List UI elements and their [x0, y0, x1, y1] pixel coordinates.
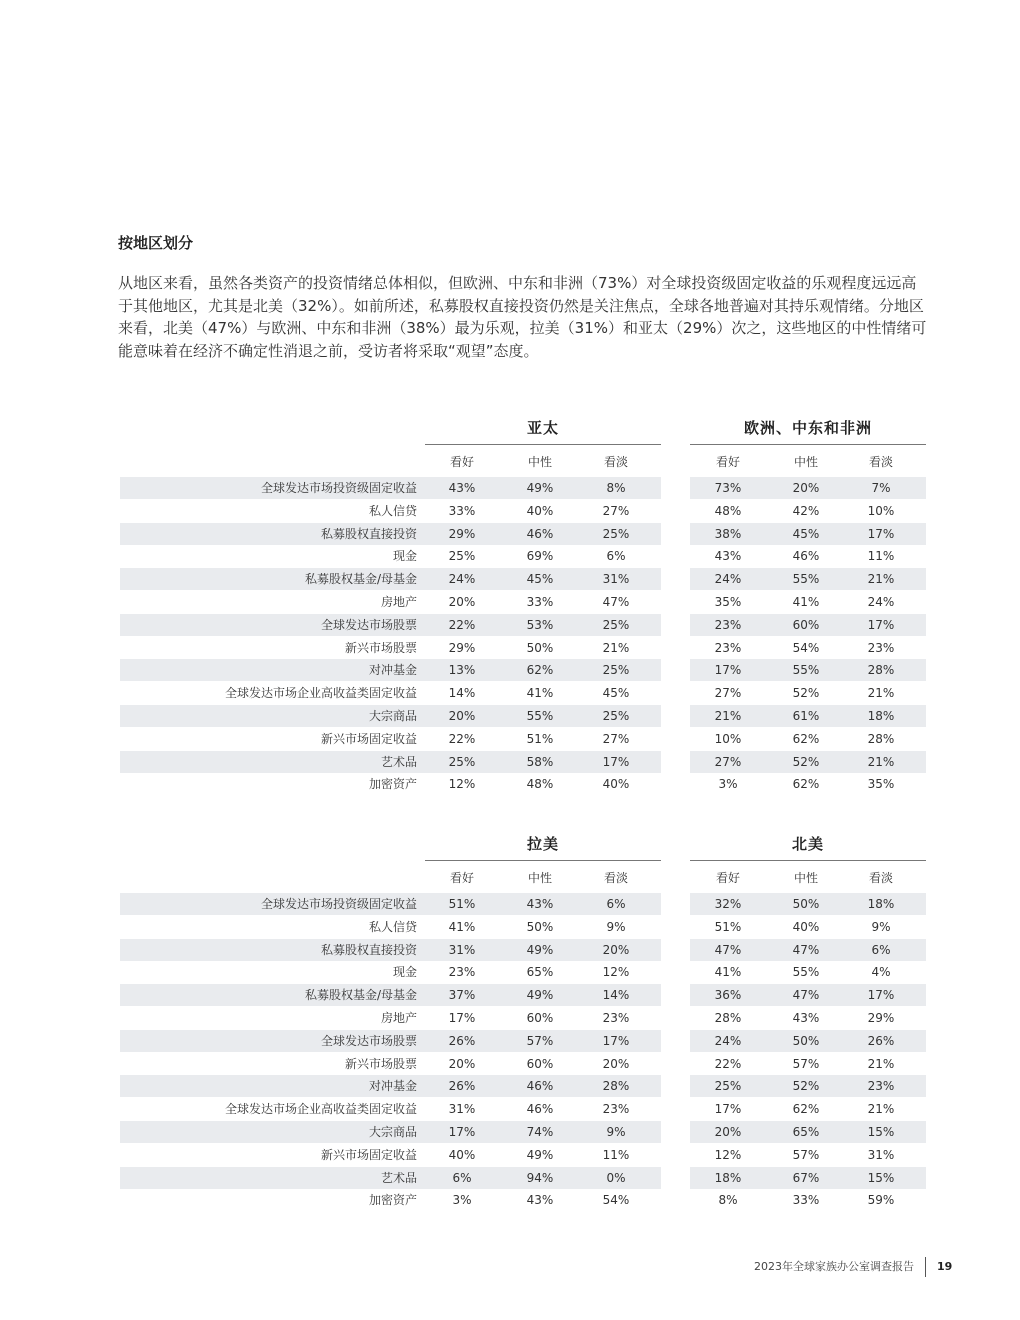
table-cell: 24%	[714, 572, 742, 587]
table-cell: 21%	[714, 709, 742, 723]
table-cell: 6%	[606, 897, 626, 911]
table-cell: 20%	[602, 1056, 630, 1071]
table-cell: 21%	[867, 572, 895, 587]
table-cell: 94%	[526, 1170, 554, 1185]
table-cell: 31%	[448, 942, 476, 957]
table-cell: 17%	[867, 526, 895, 541]
table-cell: 55%	[792, 663, 820, 678]
asset-label: 私募股权直接投资	[320, 526, 417, 541]
table-cell: 9%	[871, 919, 891, 934]
asset-label: 艺术品	[380, 754, 417, 769]
region-title: 欧洲、中东和非洲	[743, 419, 872, 437]
table-cell: 46%	[526, 526, 554, 541]
table-cell: 55%	[792, 572, 820, 587]
table-cell: 20%	[792, 481, 820, 495]
table-cell: 45%	[602, 686, 630, 701]
table-cell: 31%	[867, 1147, 895, 1162]
table-cell: 17%	[867, 988, 895, 1003]
table-cell: 47%	[714, 942, 742, 957]
table-row	[0, 1053, 1020, 1075]
table-cell: 20%	[714, 1125, 742, 1139]
table-cell: 59%	[867, 1193, 895, 1208]
table-cell: 54%	[602, 1193, 630, 1208]
table-cell: 58%	[526, 754, 554, 769]
table-cell: 62%	[792, 1102, 820, 1117]
table-cell: 41%	[714, 965, 742, 980]
table-cell: 57%	[792, 1056, 820, 1071]
table-cell: 12%	[602, 965, 630, 980]
table-cell: 24%	[867, 595, 895, 609]
table-cell: 29%	[867, 1011, 895, 1025]
column-header: 看好	[715, 455, 740, 469]
table-cell: 55%	[526, 709, 554, 723]
table-cell: 74%	[526, 1125, 554, 1139]
table-cell: 25%	[602, 617, 630, 632]
table-cell: 17%	[448, 1125, 476, 1139]
column-header: 看淡	[868, 871, 893, 885]
table-row	[0, 728, 1020, 750]
table-cell: 22%	[714, 1056, 742, 1071]
table-cell: 26%	[448, 1033, 476, 1048]
table-row	[0, 893, 1020, 915]
table-cell: 42%	[792, 503, 820, 518]
table-row	[0, 1167, 1020, 1189]
asset-label: 全球发达市场投资级固定收益	[260, 897, 417, 911]
table-cell: 55%	[792, 965, 820, 980]
table-cell: 27%	[602, 731, 630, 746]
table-cell: 52%	[792, 686, 820, 701]
table-cell: 23%	[867, 1079, 895, 1094]
table-cell: 22%	[448, 617, 476, 632]
table-cell: 27%	[602, 503, 630, 518]
table-cell: 40%	[526, 503, 554, 518]
table-cell: 54%	[792, 640, 820, 655]
region-underline	[690, 860, 926, 861]
column-header: 中性	[793, 871, 818, 885]
table-cell: 20%	[448, 709, 476, 723]
table-cell: 17%	[714, 663, 742, 678]
table-cell: 21%	[602, 640, 630, 655]
table-cell: 49%	[526, 942, 554, 957]
table-row	[0, 705, 1020, 727]
table-cell: 62%	[792, 731, 820, 746]
table-cell: 12%	[714, 1147, 742, 1162]
table-cell: 53%	[526, 617, 554, 632]
page-number: 19	[937, 1260, 953, 1273]
table-cell: 47%	[792, 942, 820, 957]
table-cell: 65%	[792, 1125, 820, 1139]
table-cell: 46%	[526, 1102, 554, 1117]
table-row	[0, 939, 1020, 961]
table-row	[0, 1007, 1020, 1029]
table-cell: 36%	[714, 988, 742, 1003]
table-cell: 43%	[448, 481, 476, 495]
table-cell: 12%	[448, 777, 476, 792]
asset-label: 新兴市场固定收益	[320, 731, 417, 746]
table-cell: 57%	[526, 1033, 554, 1048]
table-row	[0, 477, 1020, 499]
table-cell: 40%	[792, 919, 820, 934]
column-header: 看淡	[603, 455, 628, 469]
table-cell: 17%	[867, 617, 895, 632]
table-cell: 25%	[602, 526, 630, 541]
asset-label: 加密资产	[368, 777, 417, 792]
table-row	[0, 1098, 1020, 1120]
table-cell: 37%	[448, 988, 476, 1003]
asset-label: 加密资产	[368, 1193, 417, 1208]
table-cell: 9%	[606, 1125, 626, 1139]
table-cell: 47%	[602, 595, 630, 609]
table-cell: 33%	[526, 595, 554, 609]
footer-divider	[925, 1257, 926, 1277]
table-cell: 62%	[526, 663, 554, 678]
table-cell: 32%	[714, 897, 742, 911]
table-cell: 45%	[526, 572, 554, 587]
table-cell: 28%	[867, 663, 895, 678]
table-cell: 14%	[448, 686, 476, 701]
column-header: 中性	[527, 455, 552, 469]
table-cell: 15%	[867, 1170, 895, 1185]
asset-label: 对冲基金	[368, 663, 417, 678]
table-cell: 69%	[526, 549, 554, 564]
table-cell: 23%	[714, 617, 742, 632]
asset-label: 房地产	[380, 1011, 417, 1025]
table-cell: 46%	[526, 1079, 554, 1094]
table-cell: 28%	[602, 1079, 630, 1094]
table-cell: 28%	[714, 1011, 742, 1025]
table-cell: 11%	[602, 1147, 630, 1162]
table-cell: 61%	[792, 709, 820, 723]
table-cell: 60%	[526, 1011, 554, 1025]
asset-label: 全球发达市场股票	[320, 617, 417, 632]
table-cell: 6%	[871, 942, 891, 957]
table-cell: 0%	[606, 1170, 626, 1185]
table-cell: 21%	[867, 754, 895, 769]
column-header: 看好	[449, 455, 474, 469]
asset-label: 新兴市场股票	[344, 1056, 417, 1071]
table-row	[0, 961, 1020, 983]
column-header: 看好	[715, 871, 740, 885]
table-row	[0, 751, 1020, 773]
table-cell: 25%	[714, 1079, 742, 1094]
table-cell: 57%	[792, 1147, 820, 1162]
column-header: 看淡	[603, 871, 628, 885]
table-cell: 35%	[867, 777, 895, 792]
table-cell: 25%	[602, 709, 630, 723]
table-row	[0, 659, 1020, 681]
asset-label: 对冲基金	[368, 1079, 417, 1094]
table-cell: 31%	[602, 572, 630, 587]
table-cell: 8%	[606, 481, 626, 495]
table-row	[0, 568, 1020, 590]
table-cell: 17%	[602, 1033, 630, 1048]
table-cell: 33%	[792, 1193, 820, 1208]
asset-label: 新兴市场股票	[344, 640, 417, 655]
table-cell: 9%	[606, 919, 626, 934]
table-cell: 43%	[526, 1193, 554, 1208]
asset-label: 私募股权基金/母基金	[304, 988, 417, 1003]
table-row	[0, 984, 1020, 1006]
asset-label: 全球发达市场企业高收益类固定收益	[224, 1102, 417, 1117]
section-title: 按地区划分	[118, 234, 194, 252]
table-cell: 26%	[448, 1079, 476, 1094]
table-cell: 20%	[448, 1056, 476, 1071]
table-cell: 7%	[871, 481, 891, 495]
table-cell: 23%	[602, 1011, 630, 1025]
table-cell: 20%	[448, 595, 476, 609]
asset-label: 新兴市场固定收益	[320, 1147, 417, 1162]
footer-report-title: 2023年全球家族办公室调查报告	[754, 1260, 914, 1273]
table-row	[0, 523, 1020, 545]
table-cell: 50%	[526, 640, 554, 655]
table-cell: 23%	[714, 640, 742, 655]
table-cell: 23%	[867, 640, 895, 655]
table-cell: 40%	[602, 777, 630, 792]
table-cell: 49%	[526, 988, 554, 1003]
table-cell: 25%	[602, 663, 630, 678]
table-cell: 27%	[714, 754, 742, 769]
table-cell: 26%	[867, 1033, 895, 1048]
table-cell: 49%	[526, 1147, 554, 1162]
table-cell: 43%	[526, 897, 554, 911]
table-cell: 45%	[792, 526, 820, 541]
table-cell: 50%	[792, 897, 820, 911]
table-cell: 24%	[714, 1033, 742, 1048]
table-cell: 47%	[792, 988, 820, 1003]
asset-label: 现金	[392, 549, 417, 564]
region-title: 拉美	[526, 835, 559, 853]
asset-label: 全球发达市场企业高收益类固定收益	[224, 686, 417, 701]
asset-label: 私人信贷	[368, 919, 417, 934]
table-cell: 31%	[448, 1102, 476, 1117]
table-cell: 18%	[867, 897, 895, 911]
asset-label: 大宗商品	[368, 1125, 417, 1139]
table-row	[0, 500, 1020, 522]
table-cell: 50%	[792, 1033, 820, 1048]
table-cell: 48%	[526, 777, 554, 792]
table-cell: 52%	[792, 754, 820, 769]
region-title: 亚太	[526, 419, 559, 437]
region-underline	[425, 860, 661, 861]
table-cell: 41%	[448, 919, 476, 934]
table-cell: 8%	[718, 1193, 738, 1208]
table-row	[0, 614, 1020, 636]
table-cell: 18%	[714, 1170, 742, 1185]
column-header: 看好	[449, 871, 474, 885]
table-row	[0, 916, 1020, 938]
column-header: 看淡	[868, 455, 893, 469]
table-cell: 51%	[448, 897, 476, 911]
asset-label: 艺术品	[380, 1170, 417, 1185]
region-underline	[690, 444, 926, 445]
table-cell: 4%	[871, 965, 891, 980]
table-cell: 38%	[714, 526, 742, 541]
table-cell: 24%	[448, 572, 476, 587]
asset-label: 房地产	[380, 595, 417, 609]
table-cell: 17%	[602, 754, 630, 769]
table-cell: 6%	[606, 549, 626, 564]
table-row	[0, 591, 1020, 613]
table-cell: 65%	[526, 965, 554, 980]
table-cell: 48%	[714, 503, 742, 518]
table-cell: 51%	[714, 919, 742, 934]
table-cell: 28%	[867, 731, 895, 746]
table-row	[0, 773, 1020, 795]
table-row	[0, 1075, 1020, 1097]
region-table-block	[0, 831, 1020, 1231]
table-cell: 21%	[867, 1056, 895, 1071]
table-cell: 10%	[714, 731, 742, 746]
table-cell: 15%	[867, 1125, 895, 1139]
table-cell: 73%	[714, 481, 742, 495]
table-cell: 21%	[867, 686, 895, 701]
table-row	[0, 1030, 1020, 1052]
table-cell: 13%	[448, 663, 476, 678]
table-cell: 46%	[792, 549, 820, 564]
asset-label: 全球发达市场投资级固定收益	[260, 481, 417, 495]
table-cell: 29%	[448, 526, 476, 541]
table-cell: 22%	[448, 731, 476, 746]
table-row	[0, 545, 1020, 567]
table-cell: 6%	[452, 1170, 472, 1185]
table-cell: 25%	[448, 754, 476, 769]
table-cell: 29%	[448, 640, 476, 655]
table-cell: 41%	[526, 686, 554, 701]
region-title: 北美	[791, 835, 824, 853]
table-cell: 35%	[714, 595, 742, 609]
table-cell: 52%	[792, 1079, 820, 1094]
table-cell: 60%	[526, 1056, 554, 1071]
table-cell: 20%	[602, 942, 630, 957]
table-cell: 23%	[602, 1102, 630, 1117]
region-table-block	[0, 415, 1020, 815]
table-cell: 3%	[718, 777, 738, 792]
table-cell: 17%	[714, 1102, 742, 1117]
table-cell: 60%	[792, 617, 820, 632]
region-underline	[425, 444, 661, 445]
asset-label: 私募股权直接投资	[320, 942, 417, 957]
table-cell: 62%	[792, 777, 820, 792]
column-header: 中性	[793, 455, 818, 469]
table-row	[0, 682, 1020, 704]
table-cell: 23%	[448, 965, 476, 980]
table-cell: 17%	[448, 1011, 476, 1025]
asset-label: 大宗商品	[368, 709, 417, 723]
table-cell: 40%	[448, 1147, 476, 1162]
table-cell: 49%	[526, 481, 554, 495]
table-cell: 27%	[714, 686, 742, 701]
table-cell: 67%	[792, 1170, 820, 1185]
table-cell: 33%	[448, 503, 476, 518]
table-cell: 25%	[448, 549, 476, 564]
table-cell: 10%	[867, 503, 895, 518]
table-row	[0, 1121, 1020, 1143]
table-cell: 18%	[867, 709, 895, 723]
table-row	[0, 1144, 1020, 1166]
table-cell: 14%	[602, 988, 630, 1003]
table-cell: 3%	[452, 1193, 472, 1208]
table-cell: 43%	[714, 549, 742, 564]
table-cell: 11%	[867, 549, 895, 564]
table-row	[0, 1189, 1020, 1211]
table-cell: 43%	[792, 1011, 820, 1025]
table-cell: 21%	[867, 1102, 895, 1117]
table-cell: 50%	[526, 919, 554, 934]
column-header: 中性	[527, 871, 552, 885]
asset-label: 私募股权基金/母基金	[304, 572, 417, 587]
asset-label: 现金	[392, 965, 417, 980]
table-cell: 51%	[526, 731, 554, 746]
table-row	[0, 637, 1020, 659]
intro-paragraph: 从地区来看，虽然各类资产的投资情绪总体相似，但欧洲、中东和非洲（73%）对全球投资级固定收益的乐观程度远远高于其他地区，尤其是北美（32%）。如前所述，私募股权直接投资仍然是关注焦点，全球各地普遍对其持乐观情绪。分地区来看，北美（47%）与欧洲、中东和非洲（38%）最为乐观，拉美（31%）和亚太（29%）次之，这些地区的中性情绪可能意味着在经济不确定性消退之前，受访者将采取“观望”态度。	[118, 274, 927, 360]
table-cell: 41%	[792, 595, 820, 609]
asset-label: 私人信贷	[368, 503, 417, 518]
asset-label: 全球发达市场股票	[320, 1033, 417, 1048]
